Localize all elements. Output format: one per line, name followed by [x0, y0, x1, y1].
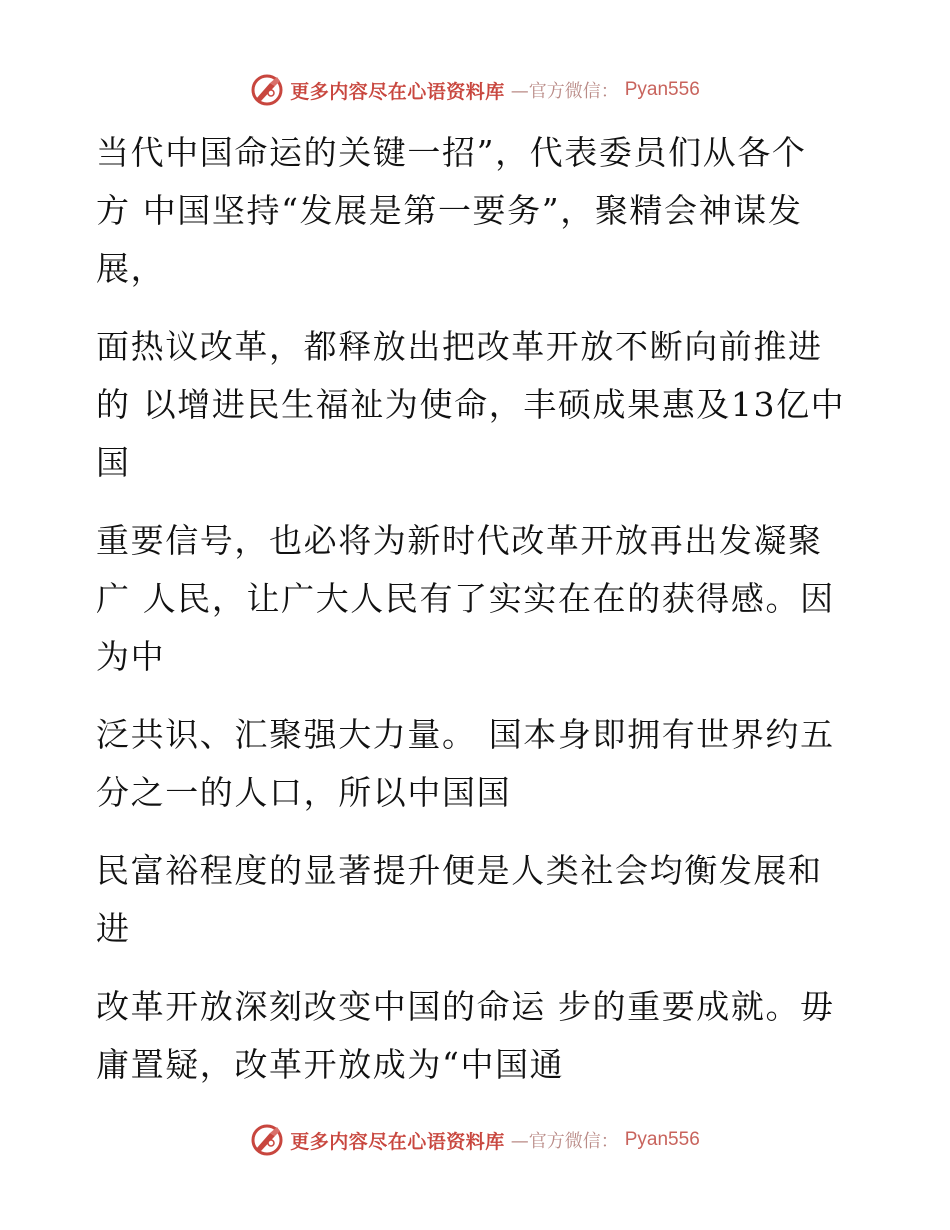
text-line: 的 以增进民生福祉为使命，丰硕成果惠及13亿中 [96, 385, 846, 424]
header-wechat-label: —官方微信： [510, 81, 619, 102]
text-line: 面热议改革，都释放出把改革开放不断向前推进 [96, 327, 823, 366]
footer-wechat-label: —官方微信： [510, 1131, 619, 1152]
paragraph-5 [96, 842, 856, 958]
text-line: 民富裕程度的显著提升便是人类社会均衡发展和 [96, 851, 823, 890]
footer-banner-inner [250, 1123, 700, 1157]
text-line: 国 [96, 443, 131, 482]
paragraph-3 [96, 512, 856, 686]
text-line: 庸置疑，改革开放成为“中国通 [96, 1045, 565, 1084]
quill-pen-icon [250, 73, 284, 107]
text-line: 进 [96, 909, 131, 948]
header-site-name: 更多内容尽在心语资料库 [290, 80, 505, 103]
footer-wechat-handle: Pyan556 [624, 1129, 700, 1150]
quill-pen-icon [250, 1123, 284, 1157]
paragraph-1 [96, 124, 856, 298]
text-line: 改革开放深刻改变中国的命运 步的重要成就。毋 [96, 987, 835, 1026]
text-line: 重要信号，也必将为新时代改革开放再出发凝聚 [96, 521, 823, 560]
paragraph-6 [96, 978, 856, 1094]
text-line: 当代中国命运的关键一招”，代表委员们从各个 [96, 133, 807, 172]
text-line: 展， [96, 249, 166, 288]
text-line: 为中 [96, 637, 166, 676]
text-line: 泛共识、汇聚强大力量。 国本身即拥有世界约五 [96, 715, 835, 754]
text-line: 分之一的人口，所以中国国 [96, 773, 512, 812]
footer-site-name: 更多内容尽在心语资料库 [290, 1130, 505, 1153]
header-wechat-handle: Pyan556 [624, 79, 700, 100]
document-body [96, 124, 856, 1114]
header-banner [0, 70, 950, 110]
header-banner-inner [250, 73, 700, 107]
footer-banner [0, 1120, 950, 1160]
text-line: 方 中国坚持“发展是第一要务”，聚精会神谋发 [96, 191, 803, 230]
paragraph-4 [96, 706, 856, 822]
text-line: 广 人民，让广大人民有了实实在在的获得感。因 [96, 579, 835, 618]
paragraph-2 [96, 318, 856, 492]
